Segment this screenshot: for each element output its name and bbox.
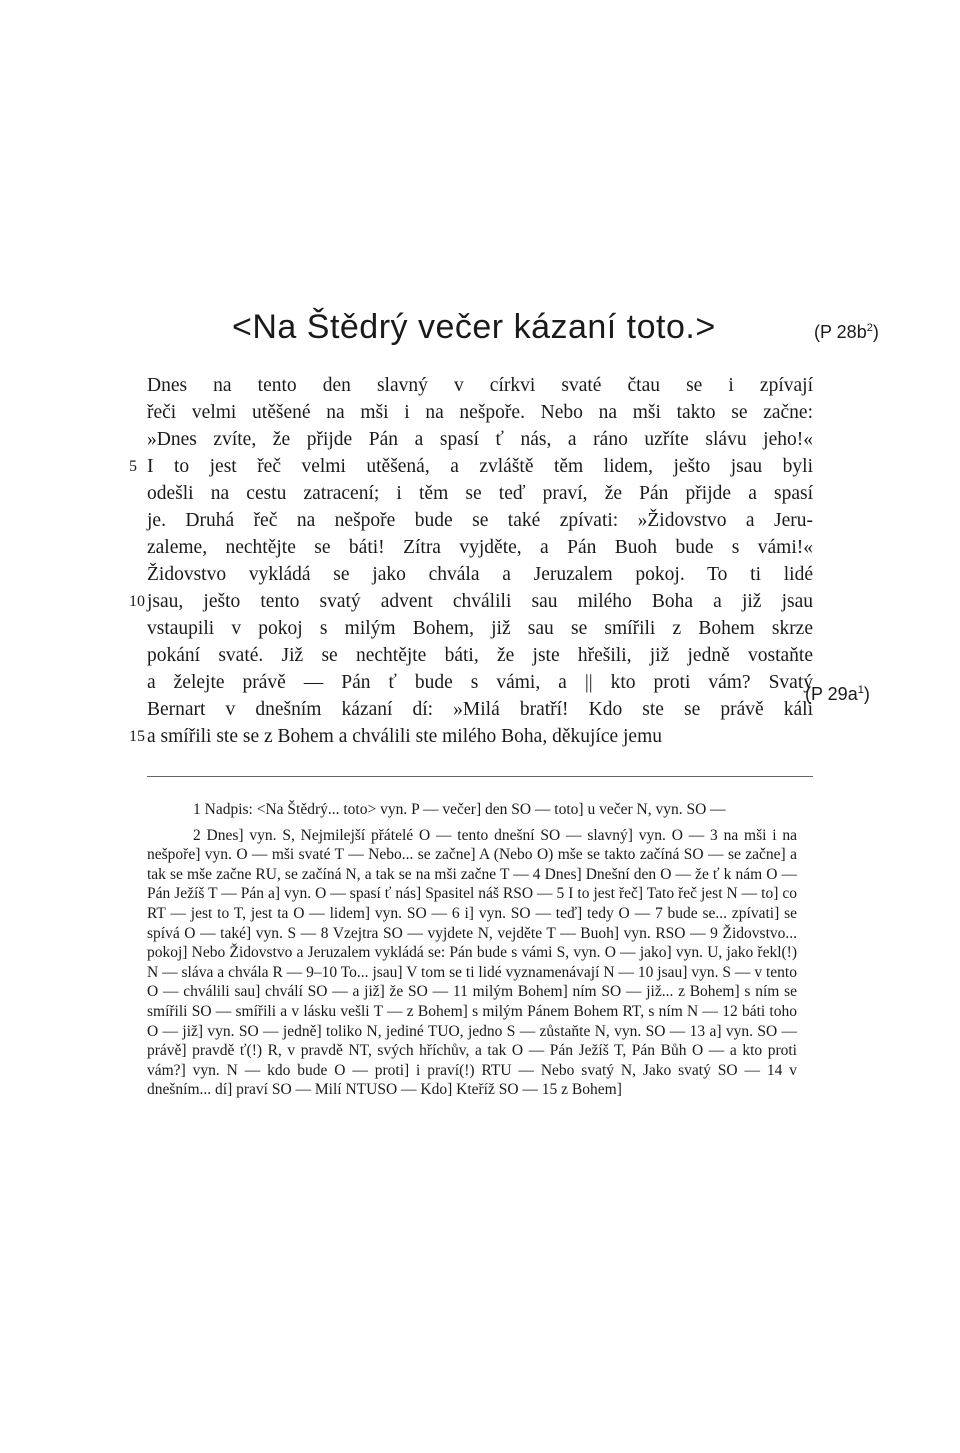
footnote: 2 Dnes] vyn. S, Nejmilejší přátelé O — tento dnešní SO — slavný] vyn. O — 3 na mši i na nešpoře] vyn. O — mši svaté T — Nebo... se začne] A (Nebo O) mše se takto začíná SO — se začne] a tak se mše začne RU, se začíná N, a tak se na mši začne T — 4 Dnes] Dnešní den O — že ť k nám O — Pán Ježíš T — Pán a] vyn. O — spasí ť nás] Spasitel náš RSO — 5 I to jest řeč] Tato řeč jest N — to] co RT — jest to T, jest ta O — lidem] vyn. SO — 6 i] vyn. SO — teď] tedy O — 7 bude se... zpívati] se spívá O — také] vyn. S — 8 Vzejtra SO — vyjdete N, vejděte T — Buoh] vyn. RSO — 9 Židovstvo... pokoj] Nebo Židovstvo a Jeruzalem vykládá se: Pán bude s vámi S, vyn. O — jako] vyn. U, jako řekl(!) N — sláva a chvála R — 9–10 To... jsau] V tom se ti lidé vyznamenávají N — 10 jsau] vyn. S — v tento O — chválili sau] chválí SO — a již] že SO — 11 milým Bohem] ním SO — již... z Bohem] s ním se smířili SO — smířili a v lásku vešli T — z Bohem] s milým Pánem Bohem RT, s ním N — 12 báti toho O — již] vyn. SO — jedně] toliko N, jediné TUO, jedno S — zůstaňte N, vyn. SO — 13 a] vyn. SO — právě] pravdě ť(!) R, v pravdě NT, svých hříchův, a tak O — Pán Ježíš T, Pán Bůh O — a kto proti vám?] vyn. N — kdo bude O — proti] i praví(!) RTU — Nebo svatý N, Jako svatý SO — 14 v dnešním... dí] praví SO — Milí NTUSO — Kdo] Kteříž SO — 15 z Bohem] xyxy=(147,826,797,1099)
body-line xyxy=(147,615,813,642)
body-line-text: Židovstvo vykládá se jako chvála a Jeruzalem pokoj. To ti lidé xyxy=(147,564,813,585)
margin-reference-p28b2 xyxy=(814,322,879,343)
body-line-text: I to jest řeč velmi utěšená, a zvláště těm lidem, ješto jsau byli xyxy=(147,456,813,477)
footnote: 1 Nadpis: <Na Štědrý... toto> vyn. P — večer] den SO — toto] u večer N, vyn. SO — xyxy=(193,801,726,818)
body-text xyxy=(129,372,813,750)
body-line xyxy=(147,372,813,399)
body-line-text: jsau, ješto tento svatý advent chválili sau milého Boha a již jsau xyxy=(147,591,813,612)
body-line xyxy=(147,507,813,534)
line-number: 10 xyxy=(129,593,145,610)
margin-reference-superscript: 1 xyxy=(857,684,864,696)
body-line xyxy=(147,426,813,453)
body-line-text: pokání svaté. Již se nechtějte báti, že jste hřešili, již jedně vostaňte xyxy=(147,645,813,666)
margin-reference-label: (P 28b xyxy=(814,322,867,342)
footnote-divider xyxy=(147,776,813,777)
body-line xyxy=(147,696,813,723)
body-line xyxy=(147,399,813,426)
margin-reference-p29a1 xyxy=(805,684,870,705)
margin-reference-label: (P 29a xyxy=(805,684,858,704)
body-line xyxy=(147,669,813,696)
page-title: <Na Štědrý večer kázaní toto.> xyxy=(232,308,716,346)
margin-reference-superscript: 2 xyxy=(866,322,873,334)
body-line xyxy=(129,453,813,480)
body-line xyxy=(147,642,813,669)
margin-reference-close: ) xyxy=(872,322,879,342)
body-line-text: Dnes na tento den slavný v církvi svaté čtau se i zpívají xyxy=(147,375,813,396)
body-line-text: »Dnes zvíte, že přijde Pán a spasí ť nás, a ráno uzříte slávu jeho!« xyxy=(147,429,813,450)
line-number: 15 xyxy=(129,728,145,745)
margin-reference-close: ) xyxy=(863,684,870,704)
body-line-text: a želejte právě — Pán ť bude s vámi, a || kto proti vám? Svatý xyxy=(147,672,813,693)
body-line xyxy=(147,480,813,507)
critical-apparatus xyxy=(147,800,797,1100)
body-line-text: a smířili ste se z Bohem a chválili ste milého Boha, děkujíce jemu xyxy=(147,726,662,747)
body-line-text: je. Druhá řeč na nešpoře bude se také zpívati: »Židovstvo a Jeru- xyxy=(147,510,813,531)
body-line-text: řeči velmi utěšené na mši i na nešpoře. Nebo na mši takto se začne: xyxy=(147,402,813,423)
body-line xyxy=(129,723,813,750)
line-number: 5 xyxy=(129,458,137,475)
body-line xyxy=(147,534,813,561)
body-line-text: vstaupili v pokoj s milým Bohem, již sau se smířili z Bohem skrze xyxy=(147,618,813,639)
body-line xyxy=(129,588,813,615)
body-line-text: odešli na cestu zatracení; i těm se teď praví, že Pán přijde a spasí xyxy=(147,483,813,504)
body-line xyxy=(147,561,813,588)
body-line-text: Bernart v dnešním kázaní dí: »Milá bratří! Kdo ste se právě káli xyxy=(147,699,813,720)
body-line-text: zaleme, nechtějte se báti! Zítra vyjděte, a Pán Buoh bude s vámi!« xyxy=(147,537,813,558)
